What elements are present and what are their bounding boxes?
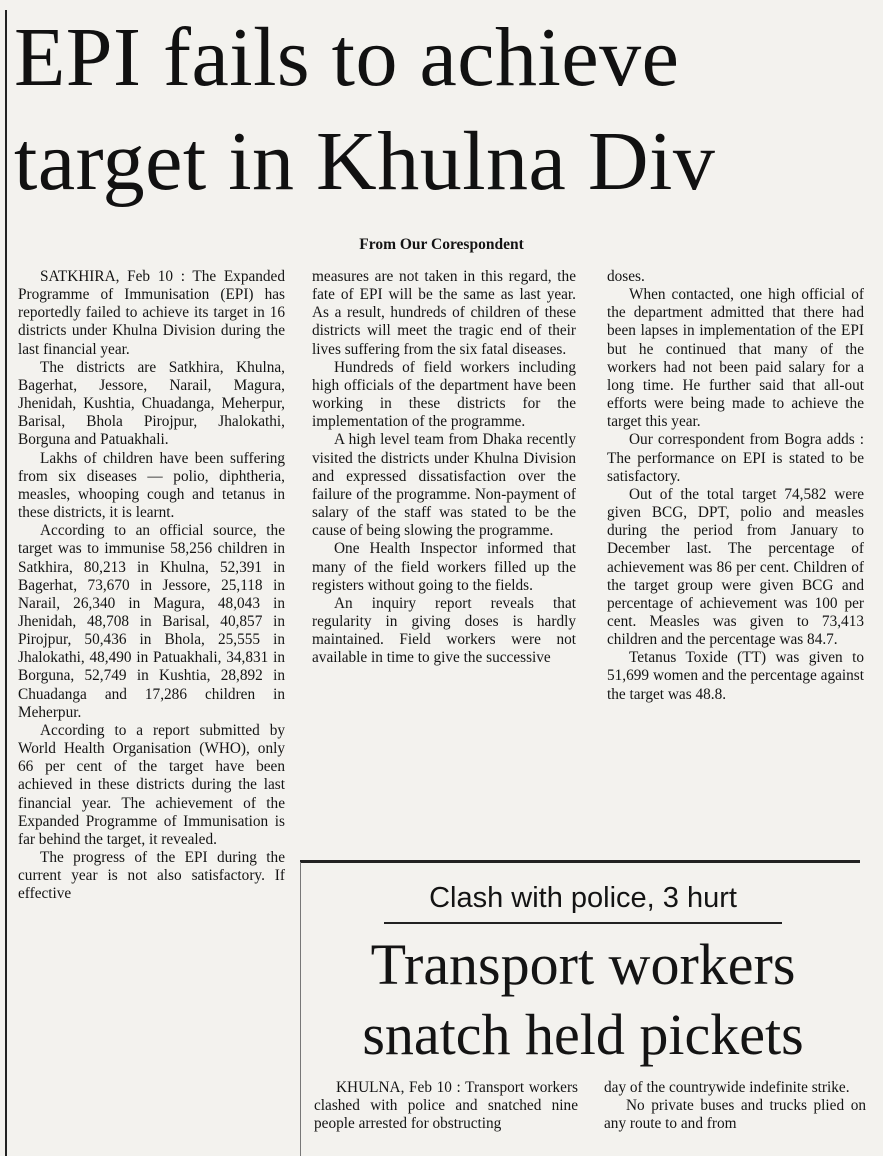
paragraph: SATKHIRA, Feb 10 : The Expanded Programme of Immunisation (EPI) has reportedly failed to achieve its target in 16 districts under Khulna Division during the last financial year. [18, 268, 285, 358]
byline: From Our Corespondent [359, 236, 524, 253]
story2-column-2 [604, 1079, 866, 1133]
story2-headline-line-2: snatch held pickets [362, 1002, 804, 1067]
paragraph: KHULNA, Feb 10 : Transport workers clashed with police and snatched nine people arrested for obstructing [314, 1079, 578, 1133]
paragraph: An inquiry report reveals that regularity in giving doses is hardly maintained. Field workers were not available in time to give the successive [312, 594, 576, 667]
paragraph: Hundreds of field workers including high officials of the department have been working in these districts for the implementation of the programme. [312, 358, 576, 431]
paragraph: day of the countrywide indefinite strike. [604, 1079, 850, 1096]
paragraph: Out of the total target 74,582 were given BCG, DPT, polio and measles during the period from January to December last. The percentage of achievement was 86 per cent. Children of the target group were given BCG and percentage of achievement was 100 per cent. Measles was given to 73,413 children and the percentage was 84.7. [607, 485, 864, 649]
story2-column-1 [314, 1079, 578, 1133]
paragraph: A high level team from Dhaka recently visited the districts under Khulna Division and expressed dissatisfaction over the failure of the programme. Non-payment of salary of the staff was stated to be the cause of being slowing the programme. [312, 431, 576, 540]
paragraph: doses. [607, 268, 645, 285]
main-headline [14, 6, 874, 214]
article-column-3 [607, 268, 864, 704]
paragraph: Lakhs of children have been suffering from six diseases — polio, diphtheria, measles, whooping cough and tetanus in these districts, it is learnt. [18, 449, 285, 522]
story2-headline [300, 930, 866, 1070]
paragraph: measures are not taken in this regard, the fate of EPI will be the same as last year. As a result, hundreds of children of these districts will meet the tragic end of their lives suffering from the six fatal diseases. [312, 268, 576, 358]
paragraph: When contacted, one high official of the department admitted that there had been lapses in implementation of the EPI but he continued that many of the workers had not been paid salary for a long time. He further said that all-out efforts were being made to achieve the target this year. [607, 286, 864, 431]
article-column-2 [312, 268, 576, 667]
paragraph: No private buses and trucks plied on any route to and from [604, 1097, 866, 1133]
story2-kicker: Clash with police, 3 hurt [429, 882, 737, 914]
paragraph: Our correspondent from Bogra adds : The performance on EPI is stated to be satisfactory. [607, 431, 864, 485]
main-headline-line-1: EPI fails to achieve [14, 11, 680, 104]
paragraph: According to an official source, the target was to immunise 58,256 children in Satkhira, 80,213 in Khulna, 52,391 in Bagerhat, 73,670 in Jessore, 25,118 in Narail, 26,340 in Magura, 48,043 in Jhenidah, 48,708 in Barisal, 40,857 in Pirojpur, 50,436 in Bhola, 25,555 in Jhalokathi, 48,490 in Patuakhali, 34,831 in Borguna, 52,749 in Kushtia, 28,892 in Chuadanga and 17,286 children in Meherpur. [18, 522, 285, 721]
main-headline-line-2: target in Khulna Div [14, 115, 716, 208]
left-column-rule [5, 10, 7, 1156]
paragraph: Tetanus Toxide (TT) was given to 51,699 women and the percentage against the target was 48.8. [607, 649, 864, 703]
section-divider [300, 860, 860, 863]
kicker-underline [384, 922, 782, 924]
paragraph: One Health Inspector informed that many of the field workers filled up the registers without going to the fields. [312, 540, 576, 594]
article-column-1 [18, 268, 285, 903]
paragraph: The districts are Satkhira, Khulna, Bagerhat, Jessore, Narail, Magura, Jhenidah, Kushtia, Chuadanga, Meherpur, Barisal, Bhola Pirojpur, Jhalokathi, Borguna and Patuakhali. [18, 358, 285, 449]
paragraph: The progress of the EPI during the current year is not also satisfactory. If effective [18, 849, 285, 903]
paragraph: According to a report submitted by World Health Organisation (WHO), only 66 per cent of the target have been achieved in these districts during the last financial year. The achievement of the Expanded Programme of Immunisation is far behind the target, it revealed. [18, 721, 285, 848]
story2-headline-line-1: Transport workers [370, 932, 796, 997]
